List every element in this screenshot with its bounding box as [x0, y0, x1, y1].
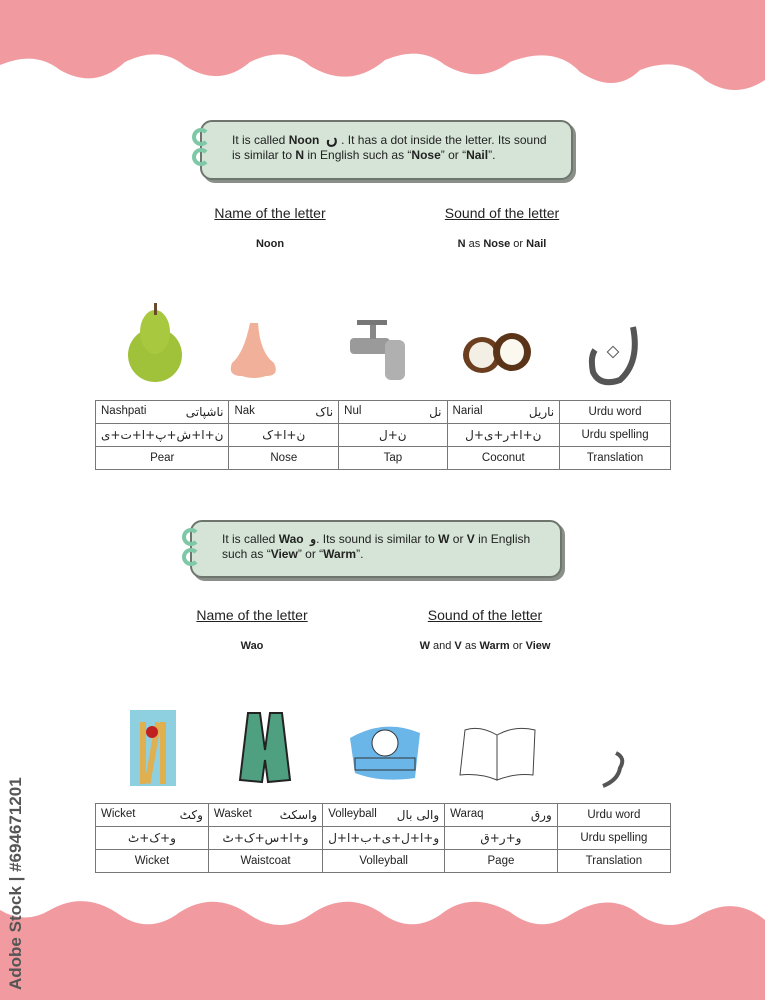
note-bold: Warm [323, 547, 357, 561]
row-label: Urdu spelling [557, 827, 670, 850]
table-cell: Waraq ورق [445, 804, 558, 827]
note-text: ” or “ [440, 148, 467, 162]
sound-header: Sound of the letter [444, 205, 560, 221]
table-cell: و+ا+ل+ی+ب+ا+ل [323, 827, 445, 850]
table-row [96, 804, 671, 827]
note-bold: Nail [466, 148, 489, 162]
waistcoat-image [238, 710, 293, 785]
wao-letter-outline [598, 750, 628, 790]
table-cell: ن+ل [339, 424, 447, 447]
table-cell: ن+ا+ش+پ+ا+ت+ی [96, 424, 229, 447]
binder-ring-icon [192, 148, 210, 166]
name-header: Name of the letter [196, 607, 308, 623]
tap-image [345, 318, 420, 383]
stock-watermark: Adobe Stock | #694671201 [6, 777, 25, 990]
sound-header: Sound of the letter [427, 607, 543, 623]
coconut-image [460, 330, 535, 375]
table-cell: Wicket [96, 850, 209, 873]
sound-value: W and V as Warm or View [419, 640, 551, 652]
table-row [96, 424, 671, 447]
binder-ring-icon [192, 128, 210, 146]
pear-image [120, 300, 190, 385]
table-cell: Wasket واسکٹ [208, 804, 322, 827]
table-cell: و+ر+ق [445, 827, 558, 850]
name-value: Noon [255, 238, 285, 250]
note-text: in English such as “ [304, 148, 412, 162]
letter-glyph: ں [326, 131, 338, 148]
note-bold: View [270, 547, 298, 561]
table-cell: Wicket وکٹ [96, 804, 209, 827]
table-cell: ن+ا+ر+ی+ل [447, 424, 560, 447]
table-cell: Volleyball [323, 850, 445, 873]
binder-ring-icon [182, 548, 200, 566]
table-cell: Narial ناریل [447, 401, 560, 424]
name-value: Wao [240, 640, 264, 652]
note-text: It is called [222, 532, 279, 546]
note-text: . Its sound is similar to [316, 532, 439, 546]
row-label: Translation [557, 850, 670, 873]
nose-image [222, 318, 287, 383]
note-text: ” or “ [297, 547, 324, 561]
note-bold: W [438, 532, 450, 546]
table-row [96, 850, 671, 873]
note-text: ”. [488, 148, 496, 162]
noon-info-note [200, 120, 573, 180]
noon-letter-outline [585, 322, 645, 387]
note-bold: Nose [411, 148, 441, 162]
note-bold: V [466, 532, 475, 546]
note-text: or [449, 532, 467, 546]
letter-name: Wao [278, 532, 304, 546]
table-cell: Coconut [447, 447, 560, 470]
wao-words-table [95, 803, 671, 873]
table-cell: و+ک+ٹ [96, 827, 209, 850]
note-text: ”. [356, 547, 364, 561]
row-label: Urdu word [557, 804, 670, 827]
top-cloud-border [0, 0, 765, 110]
letter-name: Noon [288, 133, 320, 147]
wicket-image [128, 702, 178, 787]
table-cell: Tap [339, 447, 447, 470]
table-cell: و+ا+س+ک+ٹ [208, 827, 322, 850]
table-cell: Waistcoat [208, 850, 322, 873]
table-cell: Pear [96, 447, 229, 470]
table-row [96, 447, 671, 470]
table-cell: Nak ناک [229, 401, 339, 424]
note-text: It is called [232, 133, 289, 147]
bottom-cloud-border [0, 890, 765, 1000]
table-cell: Nashpati ناشپاتی [96, 401, 229, 424]
table-cell: Page [445, 850, 558, 873]
note-text: in English such as “ [222, 532, 531, 561]
row-label: Translation [560, 447, 671, 470]
note-text: . It has a dot inside the letter. Its sound is similar to [232, 133, 547, 162]
table-row [96, 827, 671, 850]
table-cell: Volleyball والی بال [323, 804, 445, 827]
sound-value: N as Nose or Nail [457, 238, 547, 250]
table-row [96, 401, 671, 424]
table-cell: Nul نل [339, 401, 447, 424]
volleyball-image [345, 718, 425, 783]
table-cell: Nose [229, 447, 339, 470]
book-image [455, 725, 540, 785]
table-cell: ن+ا+ک [229, 424, 339, 447]
row-label: Urdu spelling [560, 424, 671, 447]
noon-words-table [95, 400, 671, 470]
note-bold: N [295, 148, 305, 162]
wao-info-note [190, 520, 562, 578]
letter-glyph: و [310, 532, 317, 546]
row-label: Urdu word [560, 401, 671, 424]
name-header: Name of the letter [214, 205, 326, 221]
binder-ring-icon [182, 528, 200, 546]
